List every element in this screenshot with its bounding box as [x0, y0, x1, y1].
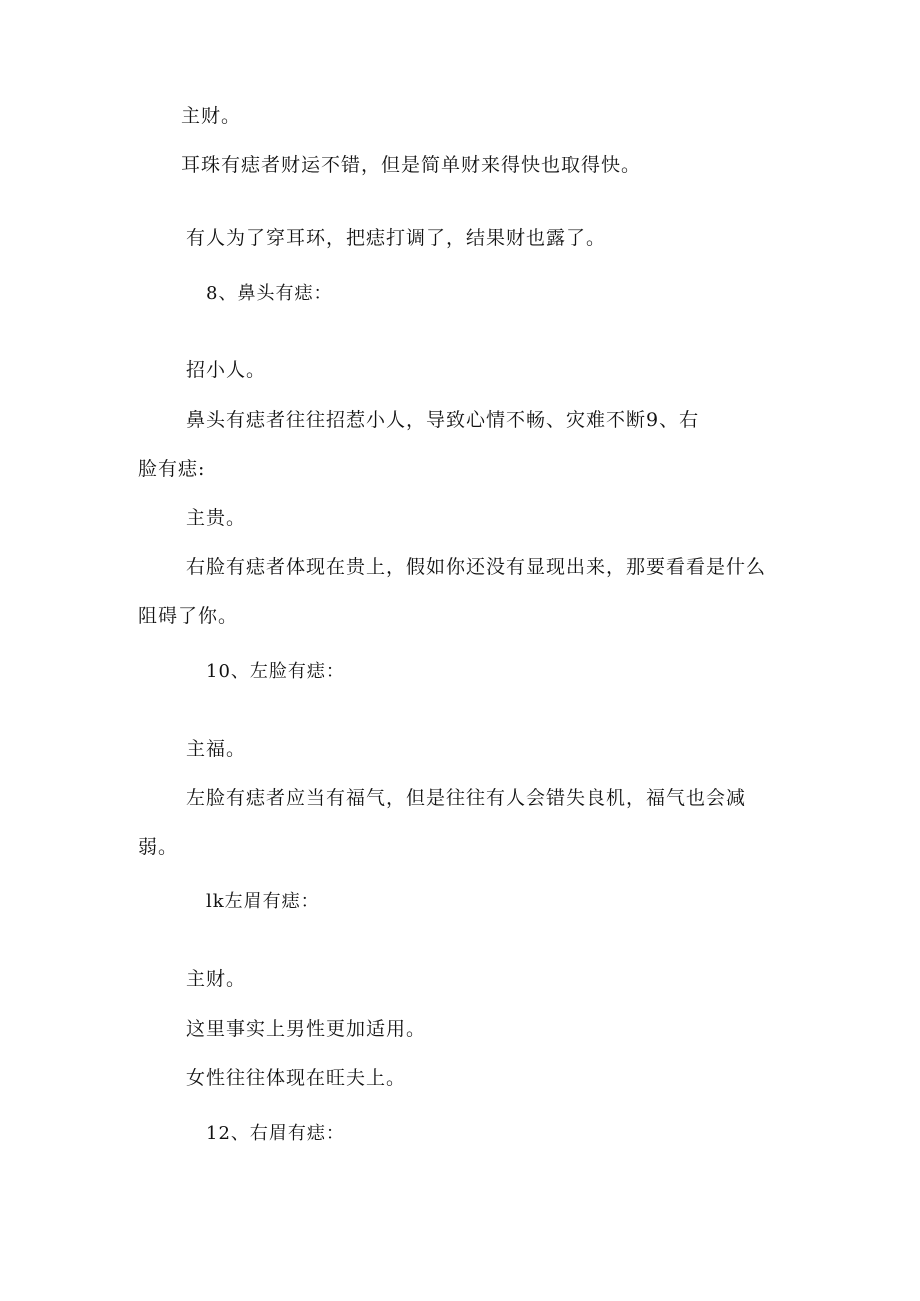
paragraph-line: 阻碍了你。	[138, 605, 239, 627]
section-heading: 10、左脸有痣：	[206, 661, 345, 682]
paragraph-line: 主贵。	[186, 507, 247, 529]
paragraph-line: 这里事实上男性更加适用。	[186, 1018, 427, 1040]
paragraph-line: 主福。	[186, 738, 247, 760]
paragraph-line: 脸有痣:	[138, 458, 206, 480]
paragraph-line: 耳珠有痣者财运不错，但是简单财来得快也取得快。	[181, 154, 642, 176]
paragraph-line: 右脸有痣者体现在贵上，假如你还没有显现出来，那要看看是什么	[186, 556, 767, 578]
paragraph-line: 弱。	[138, 836, 179, 858]
paragraph-line: 主财。	[186, 968, 247, 990]
paragraph-line: 主财。	[181, 105, 242, 127]
paragraph-line: 有人为了穿耳环，把痣打调了，结果财也露了。	[186, 227, 607, 249]
paragraph-line: 鼻头有痣者往往招惹小人，导致心情不畅、灾难不断9、右	[186, 409, 700, 431]
section-heading: lk左眉有痣：	[206, 891, 320, 912]
paragraph-line: 左脸有痣者应当有福气，但是往往有人会错失良机，福气也会减	[186, 787, 747, 809]
paragraph-line: 女性往往体现在旺夫上。	[186, 1067, 407, 1089]
section-heading: 12、右眉有痣：	[206, 1123, 345, 1144]
section-heading: 8、鼻头有痣：	[206, 283, 333, 304]
paragraph-line: 招小人。	[186, 359, 267, 381]
